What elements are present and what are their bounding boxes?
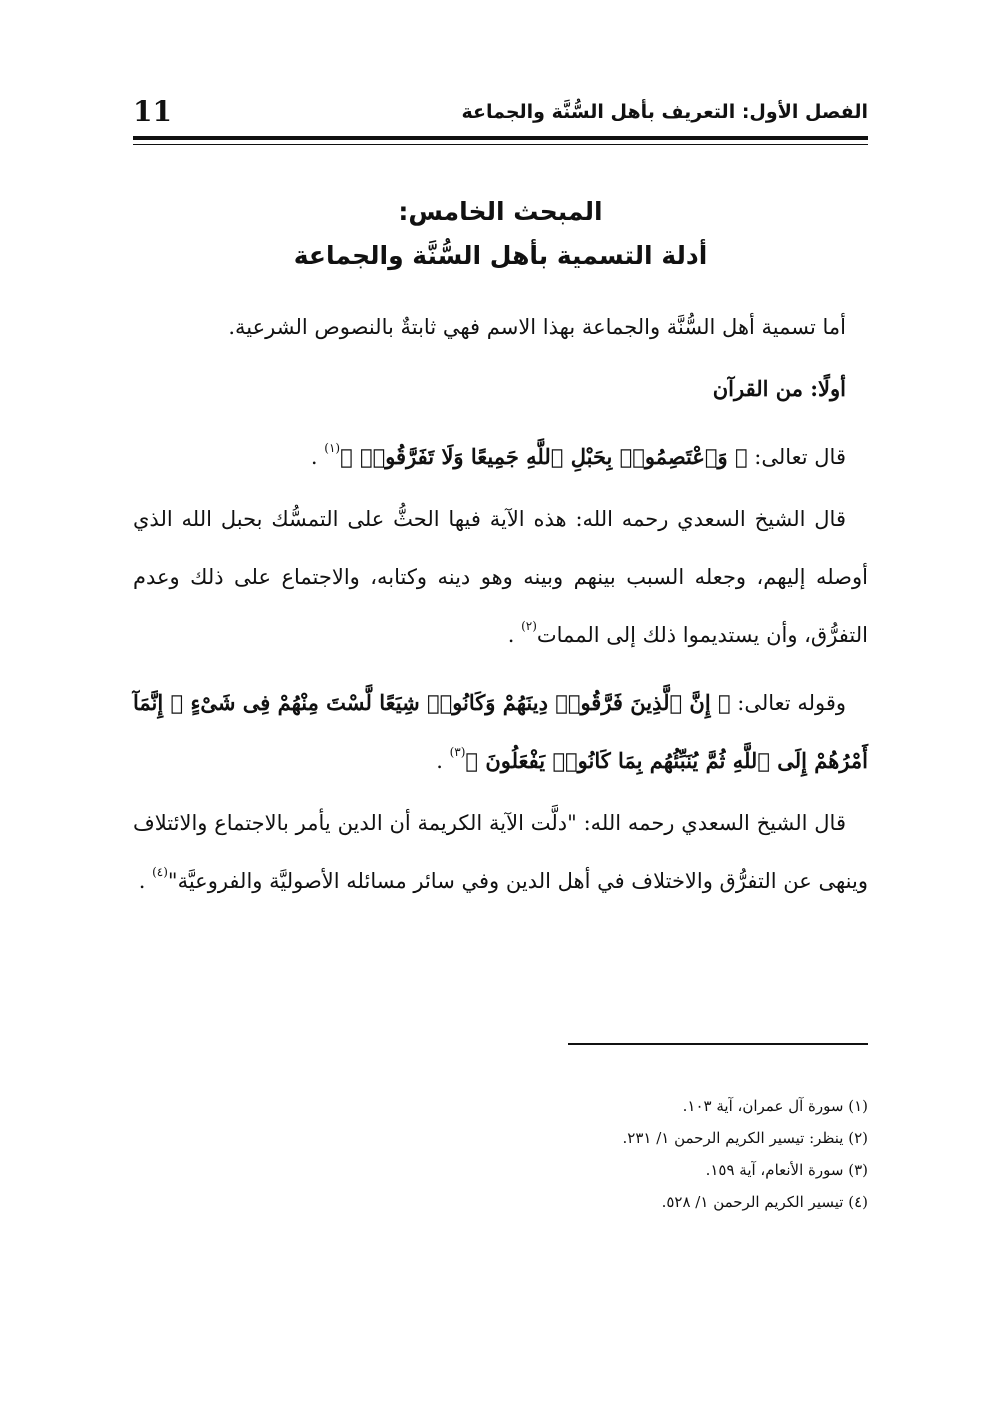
footnote-3: (٣) سورة الأنعام، آية ١٥٩. [705, 1161, 868, 1179]
footnote-2: (٢) ينظر: تيسير الكريم الرحمن ١/ ٢٣١. [622, 1129, 868, 1147]
running-header [133, 92, 868, 132]
section-title: أدلة التسمية بأهل السُّنَّة والجماعة [293, 241, 708, 270]
header-rule-thick [133, 136, 868, 140]
section-label: المبحث الخامس: [398, 197, 603, 226]
commentary-paragraph-2 [133, 794, 868, 910]
footnote-separator [568, 1043, 868, 1045]
footnote-ref-3[interactable]: (٣) [449, 745, 466, 759]
page-number: 11 [133, 95, 172, 128]
footnote-ref-1[interactable]: (١) [324, 441, 341, 455]
footnote-1: (١) سورة آل عمران، آية ١٠٣. [682, 1097, 868, 1115]
footnote-4: (٤) تيسير الكريم الرحمن ١/ ٥٢٨. [661, 1193, 868, 1211]
footnotes [133, 1090, 868, 1218]
verse-1-prefix: قال تعالى: [747, 445, 846, 469]
subheading-from-quran: أولًا: من القرآن [712, 376, 846, 401]
body-text [133, 298, 868, 910]
verse-2-text: ﴿ إِنَّ ٱلَّذِينَ فَرَّقُوا۟ دِينَهُمْ وَكَانُوا۟ شِيَعًا لَّسْتَ مِنْهُمْ فِى شَىْءٍ ۚ إِنَّمَآ أَمْرُهُمْ إِلَى ٱللَّهِ ثُمَّ يُنَبِّئُهُم بِمَا كَانُوا۟ يَفْعَلُونَ ﴾ [133, 690, 868, 773]
verse-2-prefix: وقوله تعالى: [730, 691, 847, 715]
commentary-1-suffix: . [507, 623, 522, 647]
commentary-paragraph-1 [133, 490, 868, 664]
intro-paragraph: أما تسمية أهل السُّنَّة والجماعة بهذا الاسم فهي ثابتةٌ بالنصوص الشرعية. [228, 315, 846, 339]
section-heading [133, 190, 868, 278]
verse-1-suffix: . [310, 445, 325, 469]
commentary-2-suffix: . [138, 869, 153, 893]
verse-2-suffix: . [436, 749, 450, 773]
verse-paragraph-1 [133, 428, 868, 486]
footnote-ref-4[interactable]: (٤) [152, 865, 168, 879]
footnote-ref-2[interactable]: (٢) [521, 619, 537, 633]
header-rule-thin [133, 144, 868, 145]
running-title: الفصل الأول: التعريف بأهل السُّنَّة والجماعة [461, 101, 868, 123]
verse-1-text: ﴿ وَٱعْتَصِمُوا۟ بِحَبْلِ ٱللَّهِ جَمِيعًا وَلَا تَفَرَّقُوا۟ ﴾ [340, 444, 748, 469]
verse-paragraph-2 [133, 674, 868, 790]
commentary-2-text: قال الشيخ السعدي رحمه الله: "دلَّت الآية الكريمة أن الدين يأمر بالاجتماع والائتلاف وينهى عن التفرُّق والاختلاف في أهل الدين وفي سائر مسائله الأصوليَّة والفروعيَّة" [133, 811, 868, 893]
commentary-1-text: قال الشيخ السعدي رحمه الله: هذه الآية فيها الحثُّ على التمسُّك بحبل الله الذي أوصله إليهم، وجعله السبب بينهم وبينه وهو دينه وكتابه، والاجتماع على ذلك وعدم التفرُّق، وأن يستديموا ذلك إلى الممات [133, 507, 868, 647]
